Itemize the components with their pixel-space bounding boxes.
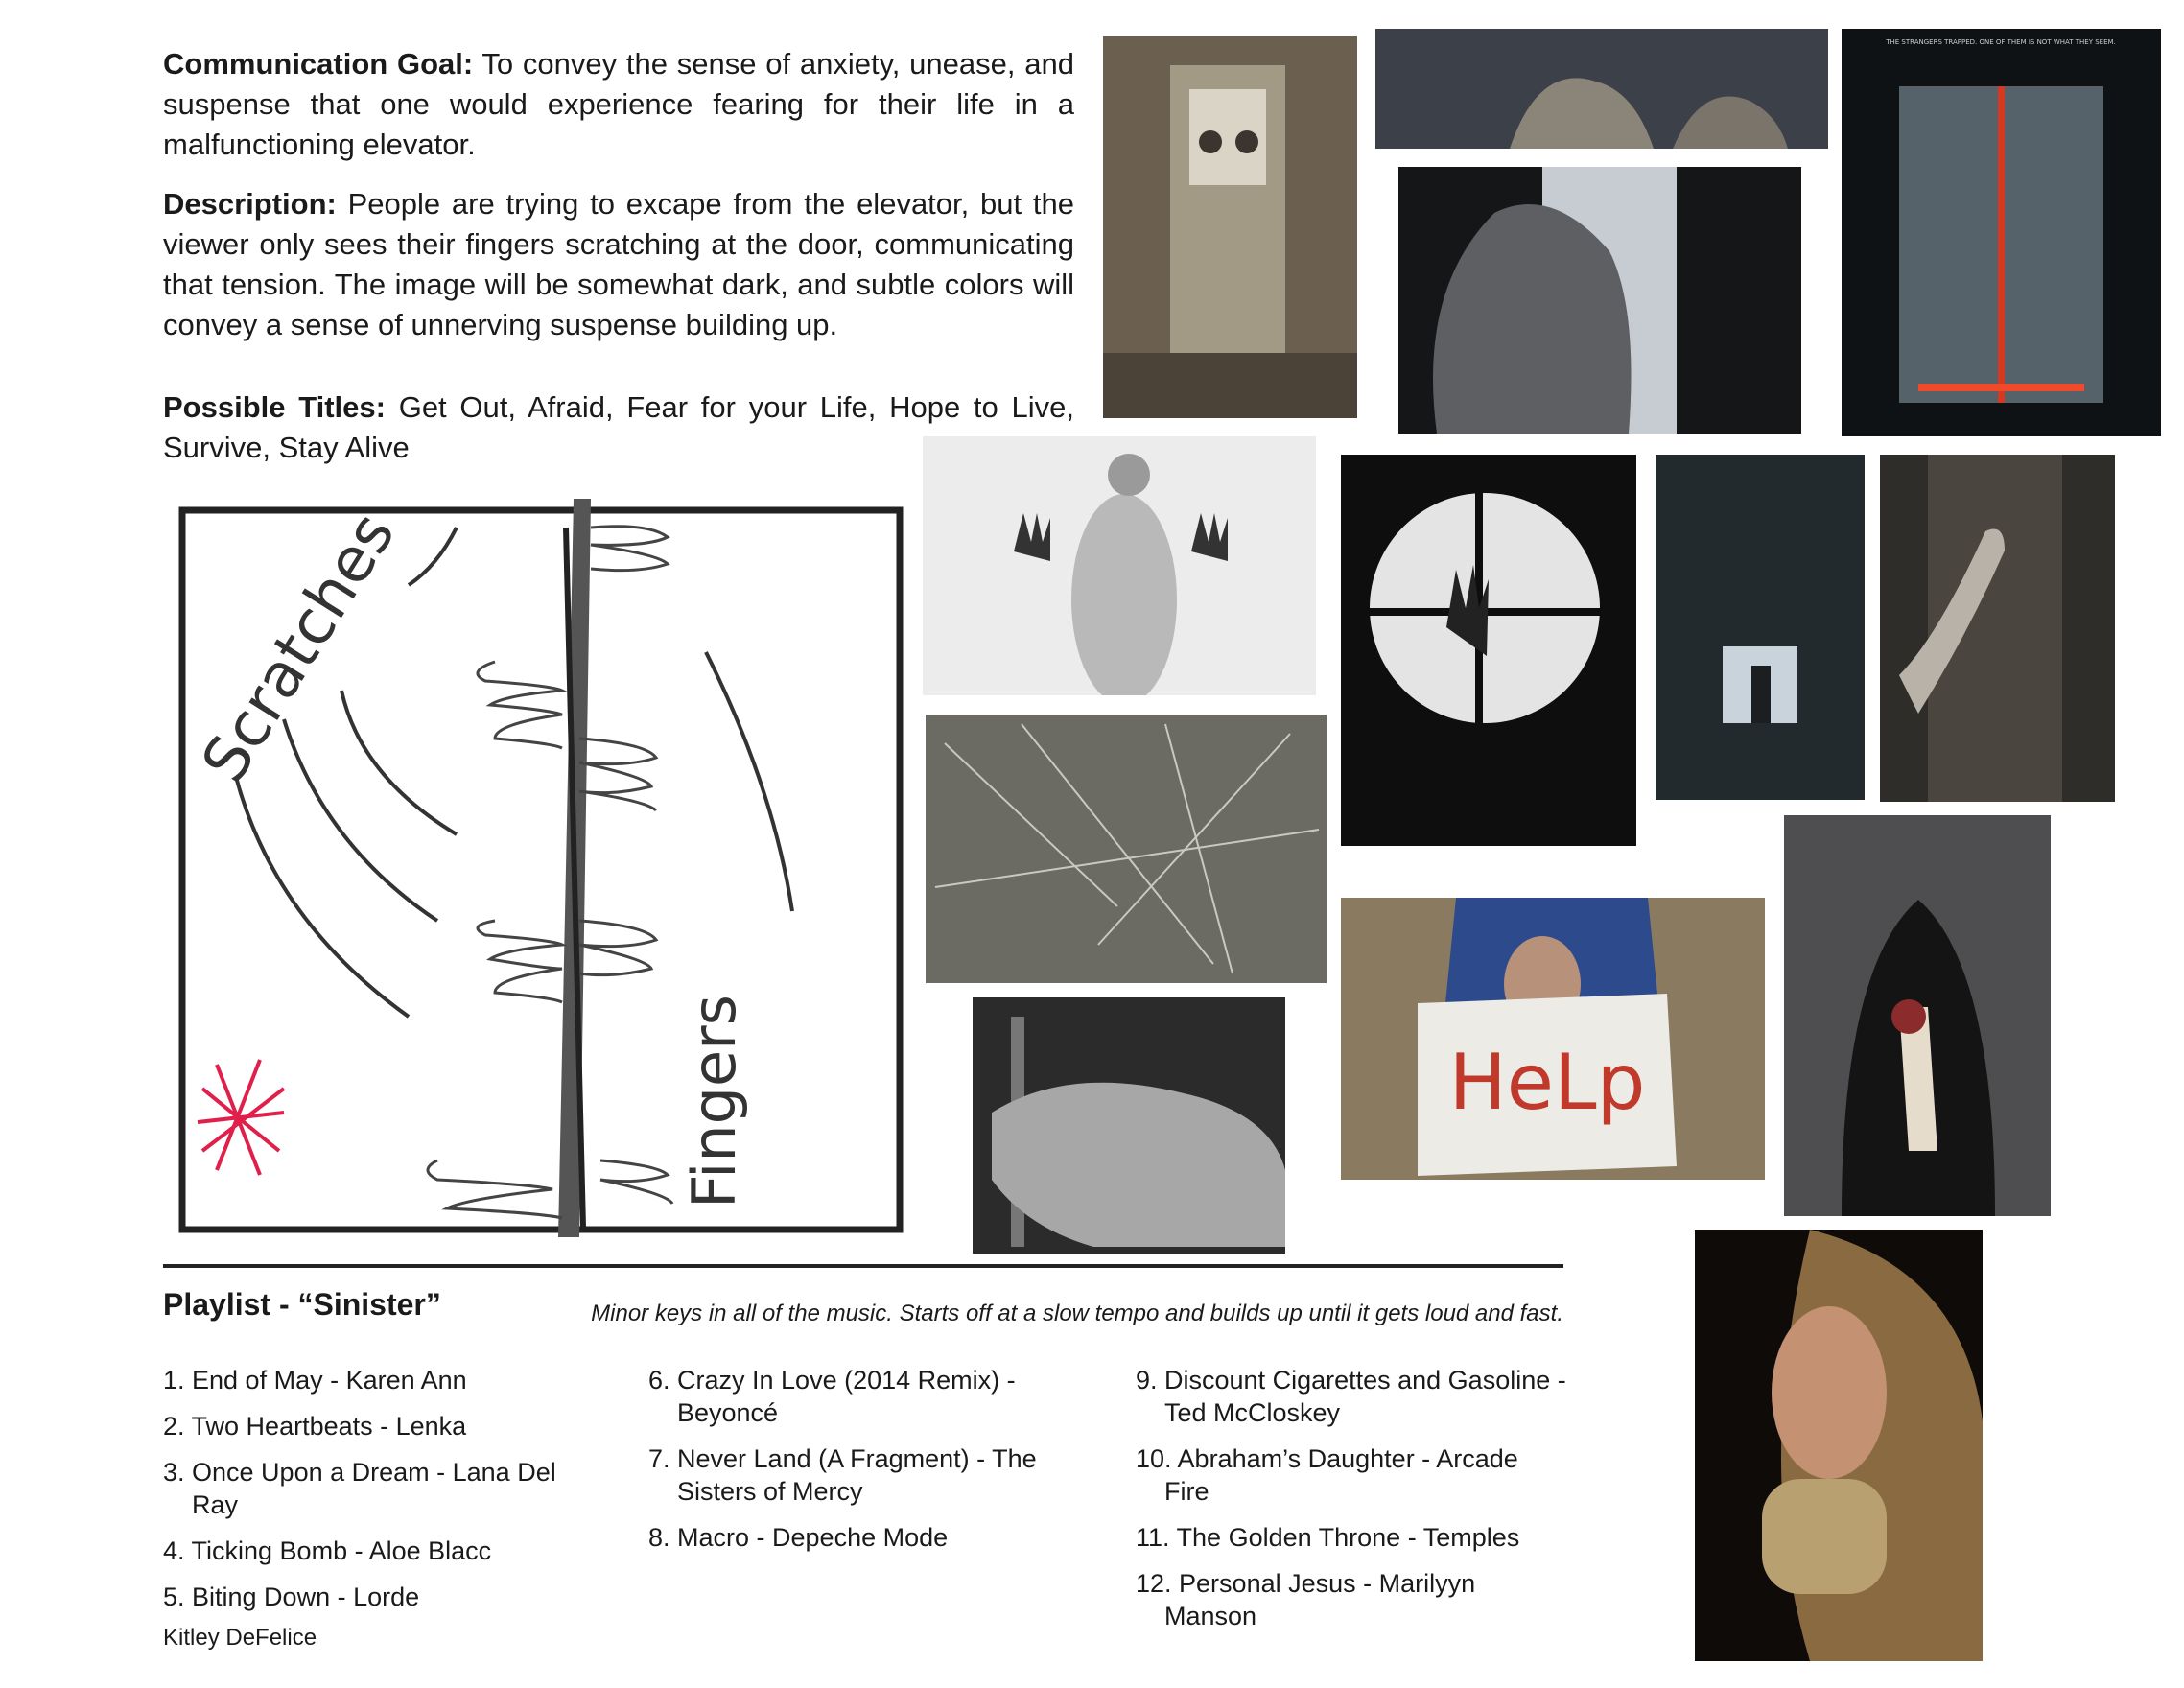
track-item: 8. Macro - Depeche Mode (648, 1523, 949, 1552)
track-item: 12. Personal Jesus - Marilyyn Manson (1136, 1569, 1476, 1630)
photo-hand-on-window (1398, 167, 1801, 434)
titles-text: Get Out, Afraid, Fear for your Life, Hope to Live, Survive, Stay Alive (163, 390, 1074, 464)
track-item: 1. End of May - Karen Ann (163, 1366, 467, 1395)
goal-label: Communication Goal: (163, 47, 474, 81)
track-item: 6. Crazy In Love (2014 Remix) - Beyoncé (648, 1366, 1016, 1427)
photo-hand-on-tree (1880, 455, 2115, 802)
section-divider (163, 1264, 1563, 1268)
track-item: 7. Never Land (A Fragment) - The Sisters of Mercy (648, 1444, 1037, 1506)
photo-hands-grass (1375, 29, 1828, 149)
track-item: 4. Ticking Bomb - Aloe Blacc (163, 1536, 492, 1565)
sketch-word-scratches: Scratches (188, 501, 410, 795)
playlist-note: Minor keys in all of the music. Starts off at a slow tempo and builds up until it gets loud and fast. (591, 1301, 1563, 1326)
track-item: 3. Once Upon a Dream - Lana Del Ray (163, 1458, 556, 1519)
playlist-column-3 (1136, 1364, 1567, 1646)
sketch-word-fingers: Fingers (679, 995, 749, 1208)
description-text: People are trying to excape from the elevator, but the viewer only sees their fingers scratching at the door, communicating that tension. The image will be somewhat dark, and subtle colors will convey a sense of unnerving suspense building up. (163, 187, 1074, 341)
titles-label: Possible Titles: (163, 390, 386, 424)
track-item: 10. Abraham’s Daughter - Arcade Fire (1136, 1444, 1518, 1506)
track-item: 5. Biting Down - Lorde (163, 1582, 420, 1611)
photo-woman-tied-hands (1695, 1230, 1983, 1661)
photo-scratched-glass (926, 715, 1327, 983)
photo-elevator-poster (1842, 29, 2161, 436)
photo-figure-lit-window (1656, 455, 1865, 800)
photo-hand-window-grid (1341, 455, 1636, 846)
photo-hand-gripping (973, 997, 1285, 1254)
photo-silhouette-glass (923, 436, 1316, 695)
track-item: 11. The Golden Throne - Temples (1136, 1523, 1520, 1552)
description-label: Description: (163, 187, 337, 221)
playlist-column-1 (163, 1364, 604, 1627)
playlist-column-2 (648, 1364, 1051, 1567)
poster-tagline: THE STRANGERS TRAPPED. ONE OF THEM IS NOT WHAT THEY SEEM. (1886, 38, 2116, 46)
track-item: 9. Discount Cigarettes and Gasoline - Ted McCloskey (1136, 1366, 1566, 1427)
track-item: 2. Two Heartbeats - Lenka (163, 1412, 467, 1441)
author-name: Kitley DeFelice (163, 1625, 317, 1651)
goal-text: To convey the sense of anxiety, unease, and suspense that one would experience fearing for their life in a malfunctioning elevator. (163, 47, 1074, 161)
communication-goal (163, 44, 1074, 165)
photo-help-sign (1341, 898, 1765, 1180)
description (163, 184, 1074, 345)
photo-haunted-door (1103, 36, 1357, 418)
photo-hooded-figure-rope (1784, 815, 2051, 1216)
thumbnail-sketch (178, 499, 907, 1237)
help-sign-text: HeLp (1448, 1038, 1646, 1127)
playlist-title: Playlist - “Sinister” (163, 1287, 441, 1322)
